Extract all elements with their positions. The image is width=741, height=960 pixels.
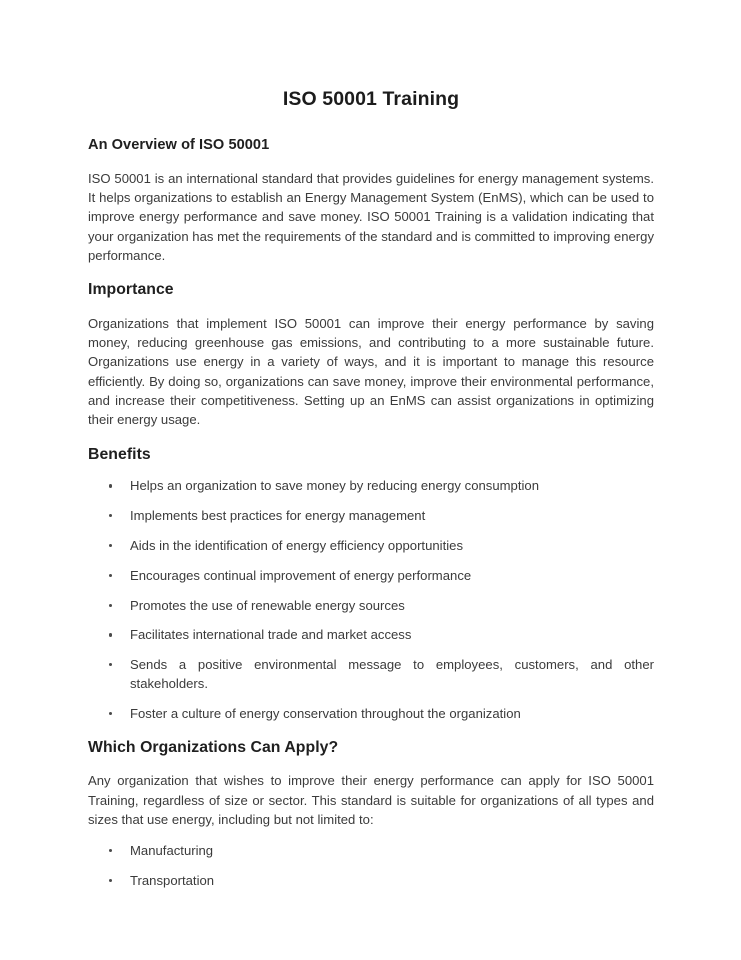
list-item-label: Foster a culture of energy conservation throughout the organization	[130, 706, 521, 722]
list-item	[88, 596, 654, 615]
list-item-label: Facilitates international trade and market access	[130, 627, 412, 643]
section-heading-which-organizations: Which Organizations Can Apply?	[88, 738, 339, 756]
section-heading-overview: An Overview of ISO 50001	[88, 137, 270, 154]
section-paragraph-overview: ISO 50001 is an international standard that provides guidelines for energy management systems. It helps organizations to establish an Energy Management System (EnMS), which can be used to improve energy performance and save money. ISO 50001 Training is a validation indicating that your organization has met the requirements of the standard and is committed to improving energy performance.	[88, 170, 654, 263]
bullet-icon	[109, 574, 112, 577]
bullet-icon	[109, 663, 112, 666]
list-item-label: Implements best practices for energy management	[130, 508, 426, 524]
section-heading-benefits: Benefits	[88, 445, 151, 463]
list-item	[88, 506, 654, 525]
bullet-icon	[109, 514, 112, 517]
section-paragraph-which-organizations: Any organization that wishes to improve their energy performance can apply for ISO 50001 Training, regardless of size or sector. This standard is suitable for organizations of all types and sizes that use energy, including but not limited to:	[88, 773, 654, 827]
list-item-label: Transportation	[130, 872, 215, 888]
bullet-icon	[109, 633, 112, 636]
list-item-label: Promotes the use of renewable energy sources	[130, 597, 405, 613]
list-item	[88, 871, 654, 890]
eligible-organizations-list	[88, 841, 654, 890]
spacer	[88, 724, 654, 738]
list-item	[88, 625, 654, 644]
list-item-label: Manufacturing	[130, 843, 214, 859]
bullet-icon	[109, 544, 112, 547]
list-item	[88, 655, 654, 694]
spacer	[88, 464, 654, 476]
spacer	[88, 265, 654, 280]
spacer	[88, 300, 654, 314]
spacer	[88, 757, 654, 771]
page-title: ISO 50001 Training	[282, 88, 460, 110]
bullet-icon	[109, 712, 112, 715]
list-item	[88, 704, 654, 723]
section-heading-importance: Importance	[88, 281, 174, 299]
list-item-label: Aids in the identification of energy efficiency opportunities	[130, 537, 464, 553]
list-item-label: Encourages continual improvement of energy performance	[130, 567, 472, 583]
spacer	[88, 430, 654, 445]
bullet-icon	[109, 484, 112, 487]
spacer	[88, 155, 654, 169]
list-item-label: Helps an organization to save money by reducing energy consumption	[130, 478, 539, 494]
bullet-icon	[109, 879, 112, 882]
list-item	[88, 566, 654, 585]
list-item	[88, 476, 654, 495]
bullet-icon	[109, 849, 112, 852]
bullet-icon	[109, 604, 112, 607]
list-item	[88, 841, 654, 860]
list-item-label: Sends a positive environmental message to employees, customers, and other stakeholders.	[130, 657, 654, 692]
section-paragraph-importance: Organizations that implement ISO 50001 can improve their energy performance by saving money, reducing greenhouse gas emissions, and contributing to a more sustainable future. Organizations use energy in a variety of ways, and it is important to manage this resource efficiently. By doing so, organizations can save money, improve their environmental performance, and increase their competitiveness. Setting up an EnMS can assist organizations in optimizing their energy usage.	[88, 315, 654, 428]
list-item	[88, 536, 654, 555]
spacer	[88, 829, 654, 841]
benefits-list	[88, 476, 654, 723]
